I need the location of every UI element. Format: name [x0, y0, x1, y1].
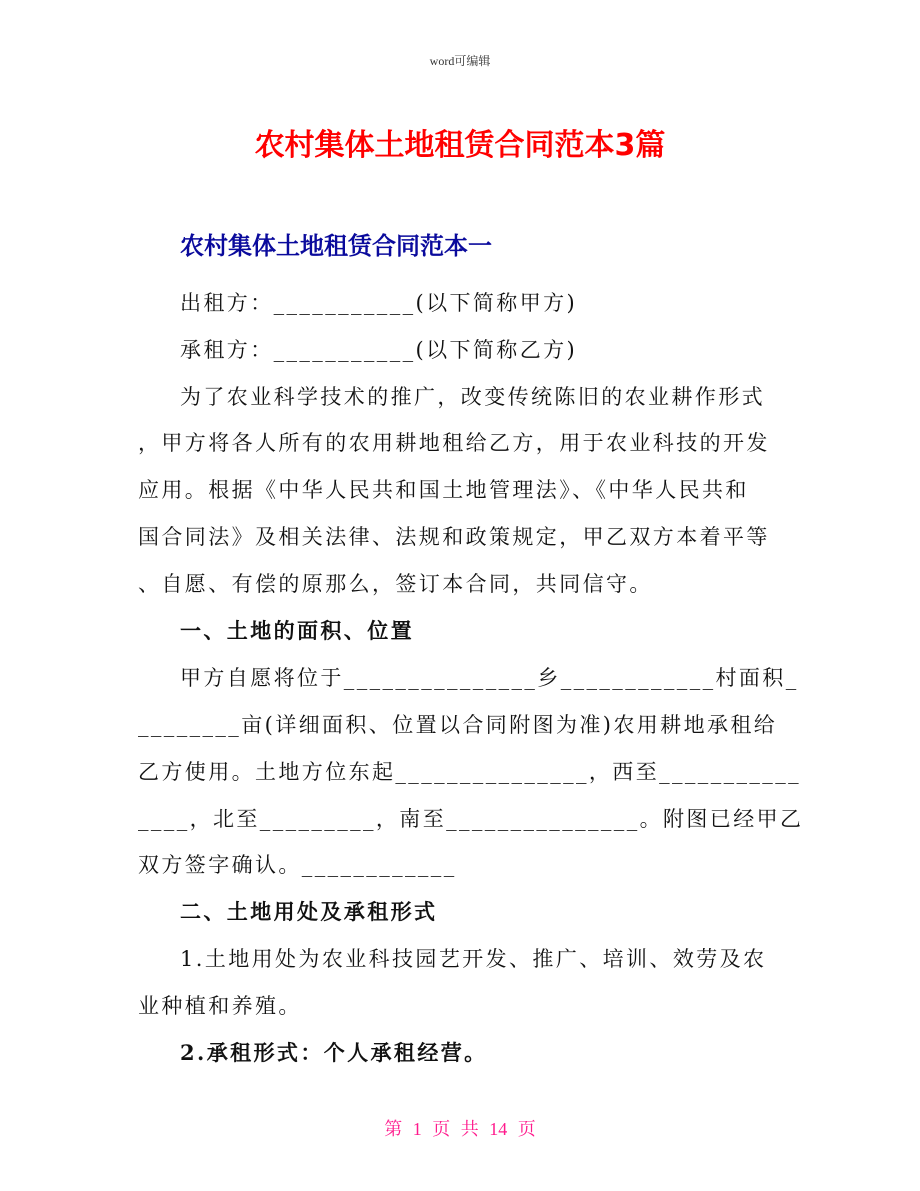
section-title: 农村集体土地租赁合同范本一	[180, 232, 492, 260]
paragraph-line: 1.土地用处为农业科技园艺开发、推广、培训、效劳及农	[180, 947, 767, 971]
paragraph-line: ，甲方将各人所有的农用耕地租给乙方，用于农业科技的开发	[138, 431, 770, 455]
section-heading-1: 一、土地的面积、位置	[180, 618, 414, 643]
paragraph-line: 甲方自愿将位于_______________乡____________村面积_	[180, 666, 799, 690]
lessor-line: 出租方：___________(以下简称甲方)	[180, 291, 578, 315]
paragraph-line: ________亩(详细面积、位置以合同附图为准)农用耕地承租给	[138, 713, 778, 737]
paragraph-line: 乙方使用。土地方位东起_______________，西至___________	[138, 760, 801, 784]
document-title: 农村集体土地租赁合同范本3篇	[254, 128, 666, 163]
lessee-line: 承租方：___________(以下简称乙方)	[180, 338, 578, 362]
section-heading-2: 二、土地用处及承租形式	[180, 899, 438, 924]
paragraph-line: 国合同法》及相关法律、法规和政策规定，甲乙双方本着平等	[138, 525, 770, 549]
paragraph-line: 为了农业科学技术的推广，改变传统陈旧的农业耕作形式	[180, 385, 765, 409]
page-header: word可编辑	[429, 54, 491, 68]
paragraph-line: 应用。根据《中华人民共和国土地管理法》、《中华人民共和	[138, 478, 749, 502]
paragraph-line: 双方签字确认。____________	[138, 853, 457, 877]
page-footer: 第 1 页 共 14 页	[384, 1119, 536, 1139]
paragraph-line: 、自愿、有偿的原那么，签订本合同，共同信守。	[138, 572, 653, 596]
lease-form-line: 2.承租形式：个人承租经营。	[180, 1040, 488, 1065]
paragraph-line: ____，北至_________，南至_______________。附图已经甲乙	[138, 807, 804, 831]
paragraph-line: 业种植和养殖。	[138, 994, 302, 1018]
